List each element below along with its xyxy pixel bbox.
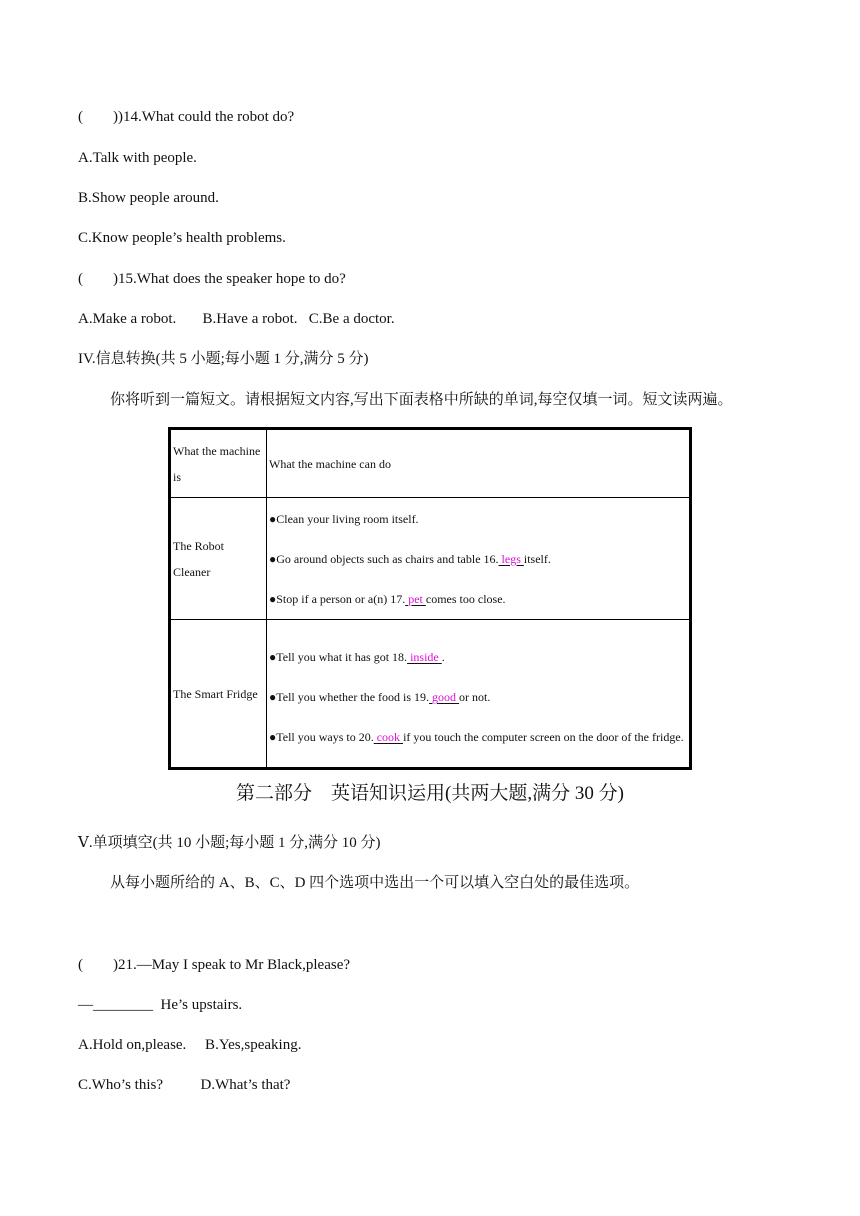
info-table [168, 427, 692, 770]
header-machine: What the machine is [170, 429, 267, 498]
section5-instruction: 从每小题所给的 A、B、C、D 四个选项中选出一个可以填入空白处的最佳选项。 [110, 875, 640, 891]
ability-line: ●Tell you whether the food is 19. good or not. [269, 690, 491, 704]
answer-blank-20[interactable]: cook [376, 730, 401, 744]
q14-stem: ( ))14.What could the robot do? [78, 109, 295, 125]
q21-options-ab: A.Hold on,please. B.Yes,speaking. [78, 1037, 302, 1053]
part2-title: 第二部分 英语知识运用(共两大题,满分 30 分) [236, 783, 624, 804]
header-can-do: What the machine can do [267, 429, 691, 498]
q21-stem: ( )21.—May I speak to Mr Black,please? [78, 957, 351, 973]
q14-option-b: B.Show people around. [78, 190, 219, 206]
table-row [170, 620, 691, 769]
answer-blank-18[interactable]: inside [410, 650, 439, 664]
answer-blank-17[interactable]: pet [408, 591, 423, 606]
table-row [170, 498, 691, 620]
section5-heading: Ⅴ.单项填空(共 10 小题;每小题 1 分,满分 10 分) [78, 835, 381, 851]
ability-line: ●Clean your living room itself. [269, 511, 419, 526]
section4-instruction: 你将听到一篇短文。请根据短文内容,写出下面表格中所缺的单词,每空仅填一词。短文读两遍。 [110, 392, 733, 408]
ability-line: ●Stop if a person or a(n) 17. pet comes too close. [269, 591, 506, 606]
answer-blank-16[interactable]: legs [501, 551, 521, 566]
q21-options-cd: C.Who’s this? D.What’s that? [78, 1077, 291, 1093]
machine-abilities [267, 620, 691, 769]
q15-stem: ( )15.What does the speaker hope to do? [78, 271, 346, 287]
q14-option-c: C.Know people’s health problems. [78, 230, 286, 246]
section4-heading: IV.信息转换(共 5 小题;每小题 1 分,满分 5 分) [78, 351, 369, 367]
ability-line: ●Go around objects such as chairs and table 16. legs itself. [269, 551, 551, 566]
q21-reply: —________ He’s upstairs. [78, 997, 243, 1013]
machine-abilities [267, 498, 691, 620]
machine-name: The Smart Fridge [170, 620, 267, 769]
table-header-row [170, 429, 691, 498]
ability-line: ●Tell you what it has got 18. inside . [269, 650, 445, 664]
q14-option-a: A.Talk with people. [78, 150, 197, 166]
q15-options: A.Make a robot. B.Have a robot. C.Be a doctor. [78, 311, 395, 327]
machine-name: The Robot Cleaner [170, 498, 267, 620]
ability-line: ●Tell you ways to 20. cook if you touch the computer screen on the door of the fridge. [269, 730, 684, 744]
answer-blank-19[interactable]: good [432, 690, 457, 704]
